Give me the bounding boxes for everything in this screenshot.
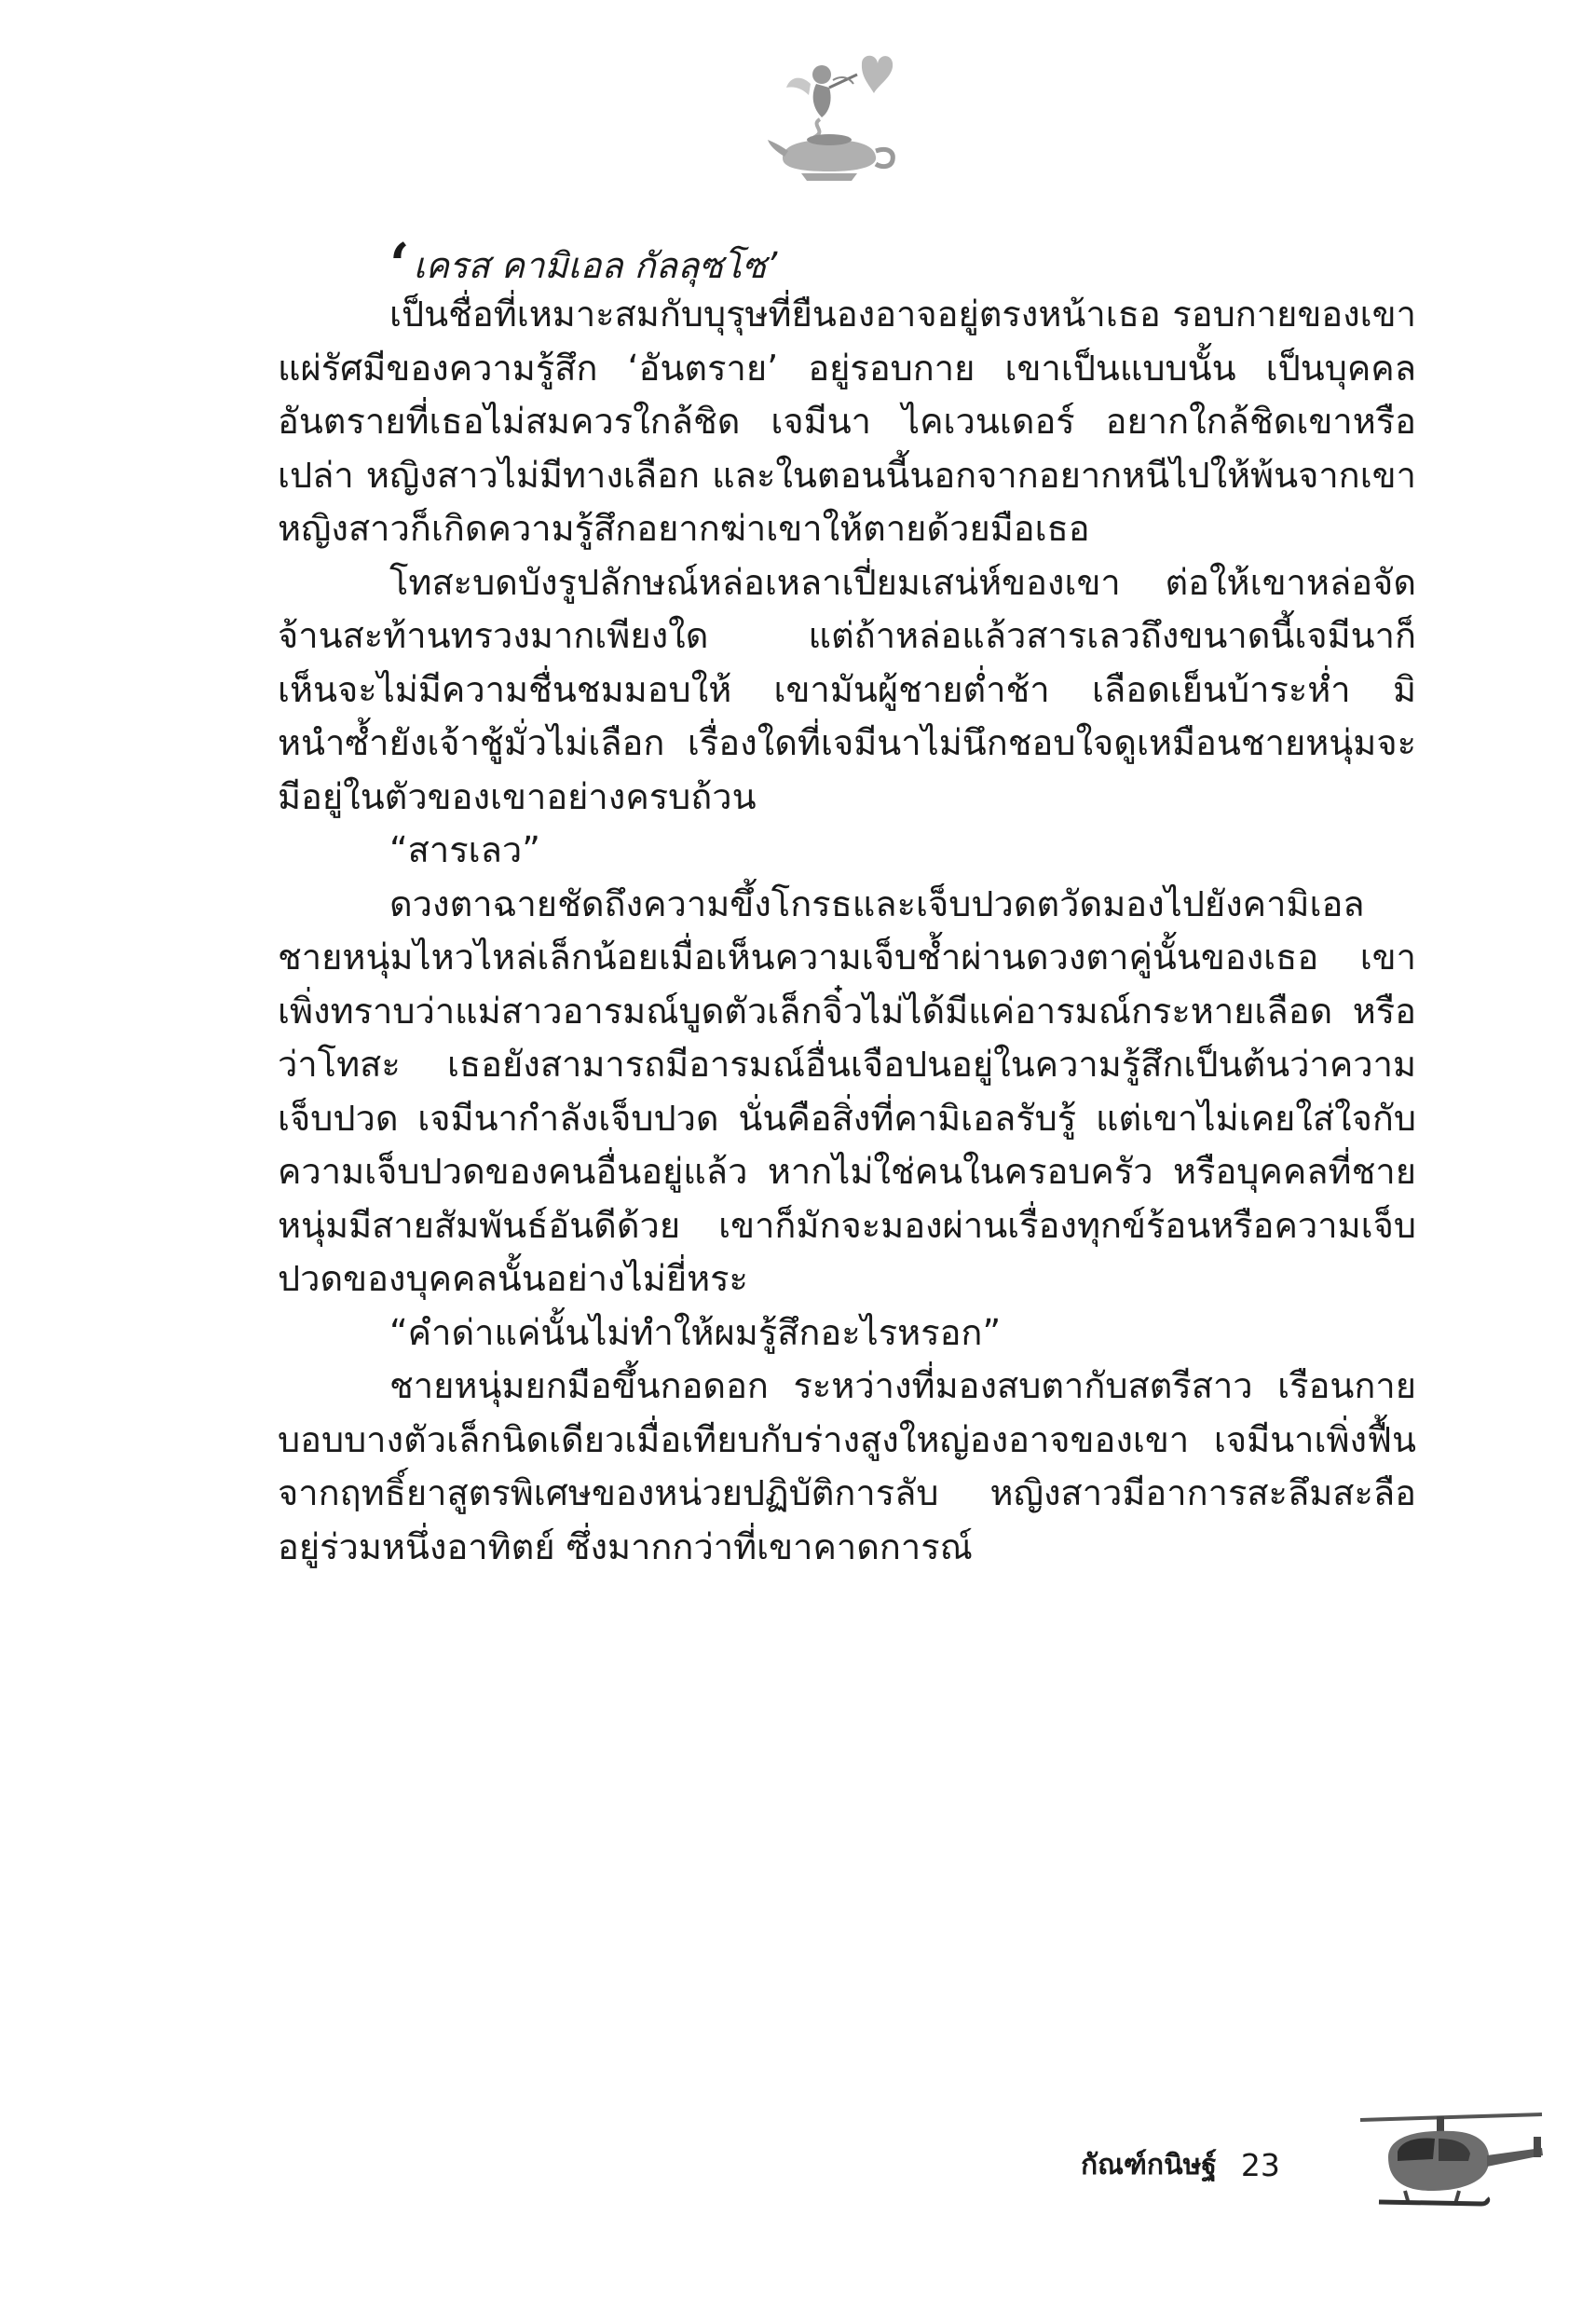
page-number: 23 — [1240, 2146, 1280, 2183]
paragraph-1: เป็นชื่อที่เหมาะสมกับบุรุษที่ยืนองอาจอยู่ตรงหน้าเธอ รอบกายของเขาแผ่รัศมีของความรู้สึก ‘อันตราย’ อยู่รอบกาย เขาเป็นแบบนั้น เป็นบุคคลอันตรายที่เธอไม่สมควรใกล้ชิด เจมีนา ไคเวนเดอร์ อยากใกล้ชิดเขาหรือเปล่า หญิงสาวไม่มีทางเลือก และในตอนนี้นอกจากอยากหนีไปให้พ้นจากเขา หญิงสาวก็เกิดความรู้สึกอยากฆ่าเขาให้ตายด้วยมือเธอ — [278, 294, 1416, 549]
chapter-heading — [278, 200, 1416, 298]
paragraph-4: ดวงตาฉายชัดถึงความขึ้งโกรธและเจ็บปวดตวัดมองไปยังคามิเอล ชายหนุ่มไหวไหล่เล็กน้อยเมื่อเห็นความเจ็บช้ำผ่านดวงตาคู่นั้นของเธอ เขาเพิ่งทราบว่าแม่สาวอารมณ์บูดตัวเล็กจิ๋วไม่ได้มีแค่อารมณ์กระหายเลือด หรือว่าโทสะ เธอยังสามารถมีอารมณ์อื่นเจือปนอยู่ในความรู้สึกเป็นต้นว่าความเจ็บปวด เจมีนากำลังเจ็บปวด นั่นคือสิ่งที่คามิเอลรับรู้ แต่เขาไม่เคยใส่ใจกับความเจ็บปวดของคนอื่นอยู่แล้ว หากไม่ใช่คนในครอบครัว หรือบุคคลที่ชายหนุ่มมีสายสัมพันธ์อันดีด้วย เขาก็มักจะมองผ่านเรื่องทุกข์ร้อนหรือความเจ็บปวดของบุคคลนั้นอย่างไม่ยี่หระ — [278, 882, 1416, 1299]
heading-text: เครส คามิเอล กัลลุซโซ’ — [413, 245, 778, 287]
running-title: กัณฑ์กนิษฐ์ — [1081, 2148, 1217, 2181]
paragraph-3: “สารเลว” — [389, 829, 540, 870]
paragraph-6: ชายหนุ่มยกมือขึ้นกอดอก ระหว่างที่มองสบตากับสตรีสาว เรือนกายบอบบางตัวเล็กนิดเดียวเมื่อเทียบกับร่างสูงใหญ่องอาจของเขา เจมีนาเพิ่งฟื้นจากฤทธิ์ยาสูตรพิเศษของหน่วยปฏิบัติการลับ หญิงสาวมีอาการสะลึมสะลืออยู่ร่วมหนึ่งอาทิตย์ ซึ่งมากกว่าที่เขาคาดการณ์ — [278, 1365, 1416, 1567]
paragraph-2: โทสะบดบังรูปลักษณ์หล่อเหลาเปี่ยมเสน่ห์ของเขา ต่อให้เขาหล่อจัดจ้านสะท้านทรวงมากเพียงใด แต่ถ้าหล่อแล้วสารเลวถึงขนาดนี้เจมีนาก็เห็นจะไม่มีความชื่นชมมอบให้ เขามันผู้ชายต่ำช้า เลือดเย็นบ้าระห่ำ มิหนำซ้ำยังเจ้าชู้มั่วไม่เลือก เรื่องใดที่เจมีนาไม่นึกชอบใจดูเหมือนชายหนุ่มจะมีอยู่ในตัวของเขาอย่างครบถ้วน — [278, 561, 1416, 817]
helicopter-icon — [1351, 2101, 1551, 2222]
chapter-text — [278, 200, 1416, 1574]
cupid-teapot-icon — [764, 47, 904, 186]
paragraph-5: “คำด่าแค่นั้นไม่ทำให้ผมรู้สึกอะไรหรอก” — [389, 1311, 1002, 1353]
opening-quote-mark: ‘ — [389, 230, 410, 298]
page-footer — [1081, 2137, 1280, 2193]
